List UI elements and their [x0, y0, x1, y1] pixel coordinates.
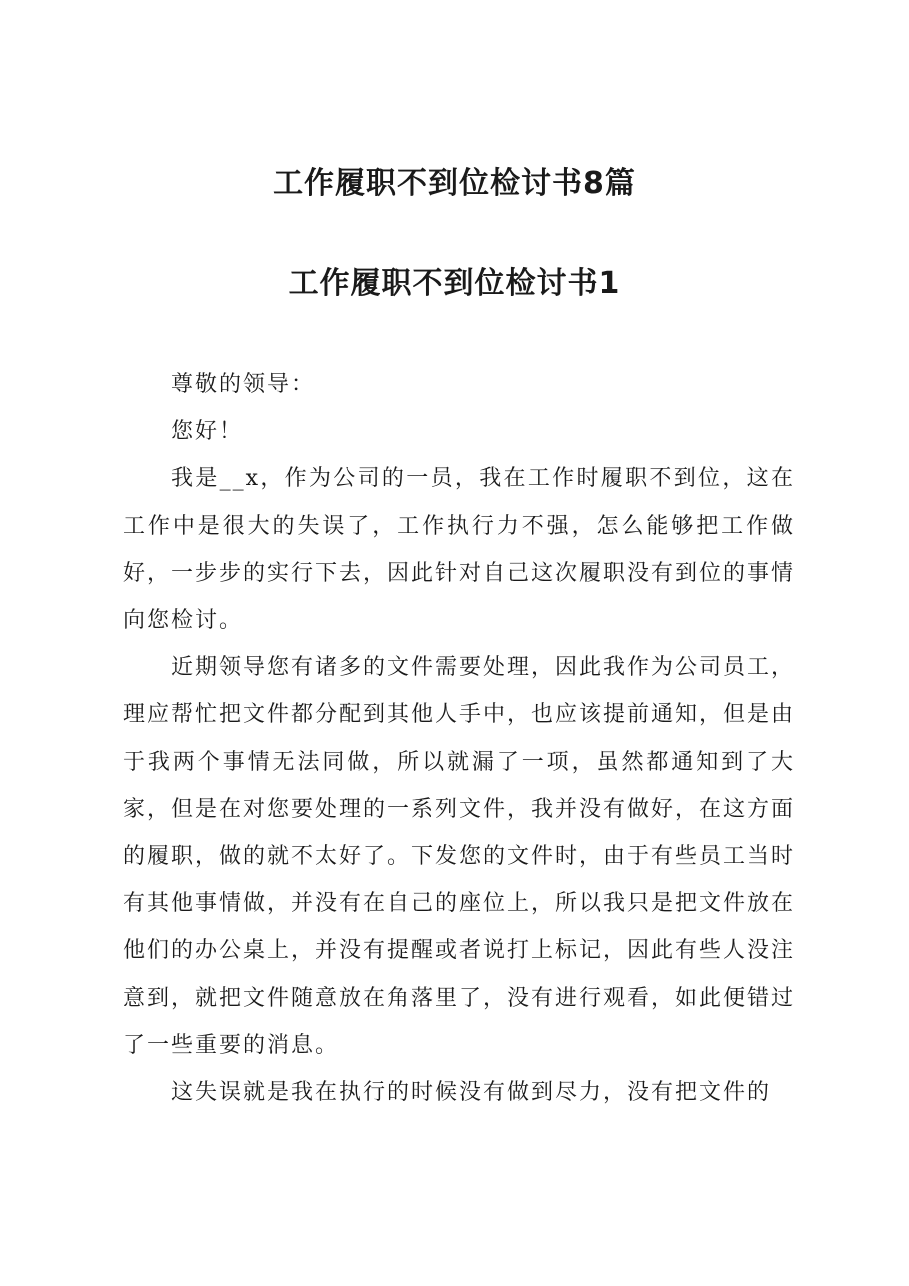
body-paragraph: 近期领导您有诸多的文件需要处理，因此我作为公司员工，理应帮忙把文件都分配到其他人手中，也应该提前通知，但是由于我两个事情无法同做，所以就漏了一项，虽然都通知到了大家，但是在对您要处理的一系列文件，我并没有做好，在这方面的履职，做的就不太好了。下发您的文件时，由于有些员工当时有其他事情做，并没有在自己的座位上，所以我只是把文件放在他们的办公桌上，并没有提醒或者说打上标记，因此有些人没注意到，就把文件随意放在角落里了，没有进行观看，如此便错过了一些重要的消息。	[123, 655, 796, 1058]
document-body	[123, 361, 795, 1116]
document-subtitle: 工作履职不到位检讨书1	[288, 266, 621, 301]
body-paragraph: 我是__x，作为公司的一员，我在工作时履职不到位，这在工作中是很大的失误了，工作执行力不强，怎么能够把工作做好，一步步的实行下去，因此针对自己这次履职没有到位的事情向您检讨。	[123, 466, 796, 634]
greeting: 您好！	[171, 419, 244, 445]
body-paragraph: 这失误就是我在执行的时候没有做到尽力，没有把文件的	[171, 1080, 772, 1106]
salutation: 尊敬的领导：	[171, 372, 316, 397]
document-title: 工作履职不到位检讨书8篇	[273, 166, 636, 201]
